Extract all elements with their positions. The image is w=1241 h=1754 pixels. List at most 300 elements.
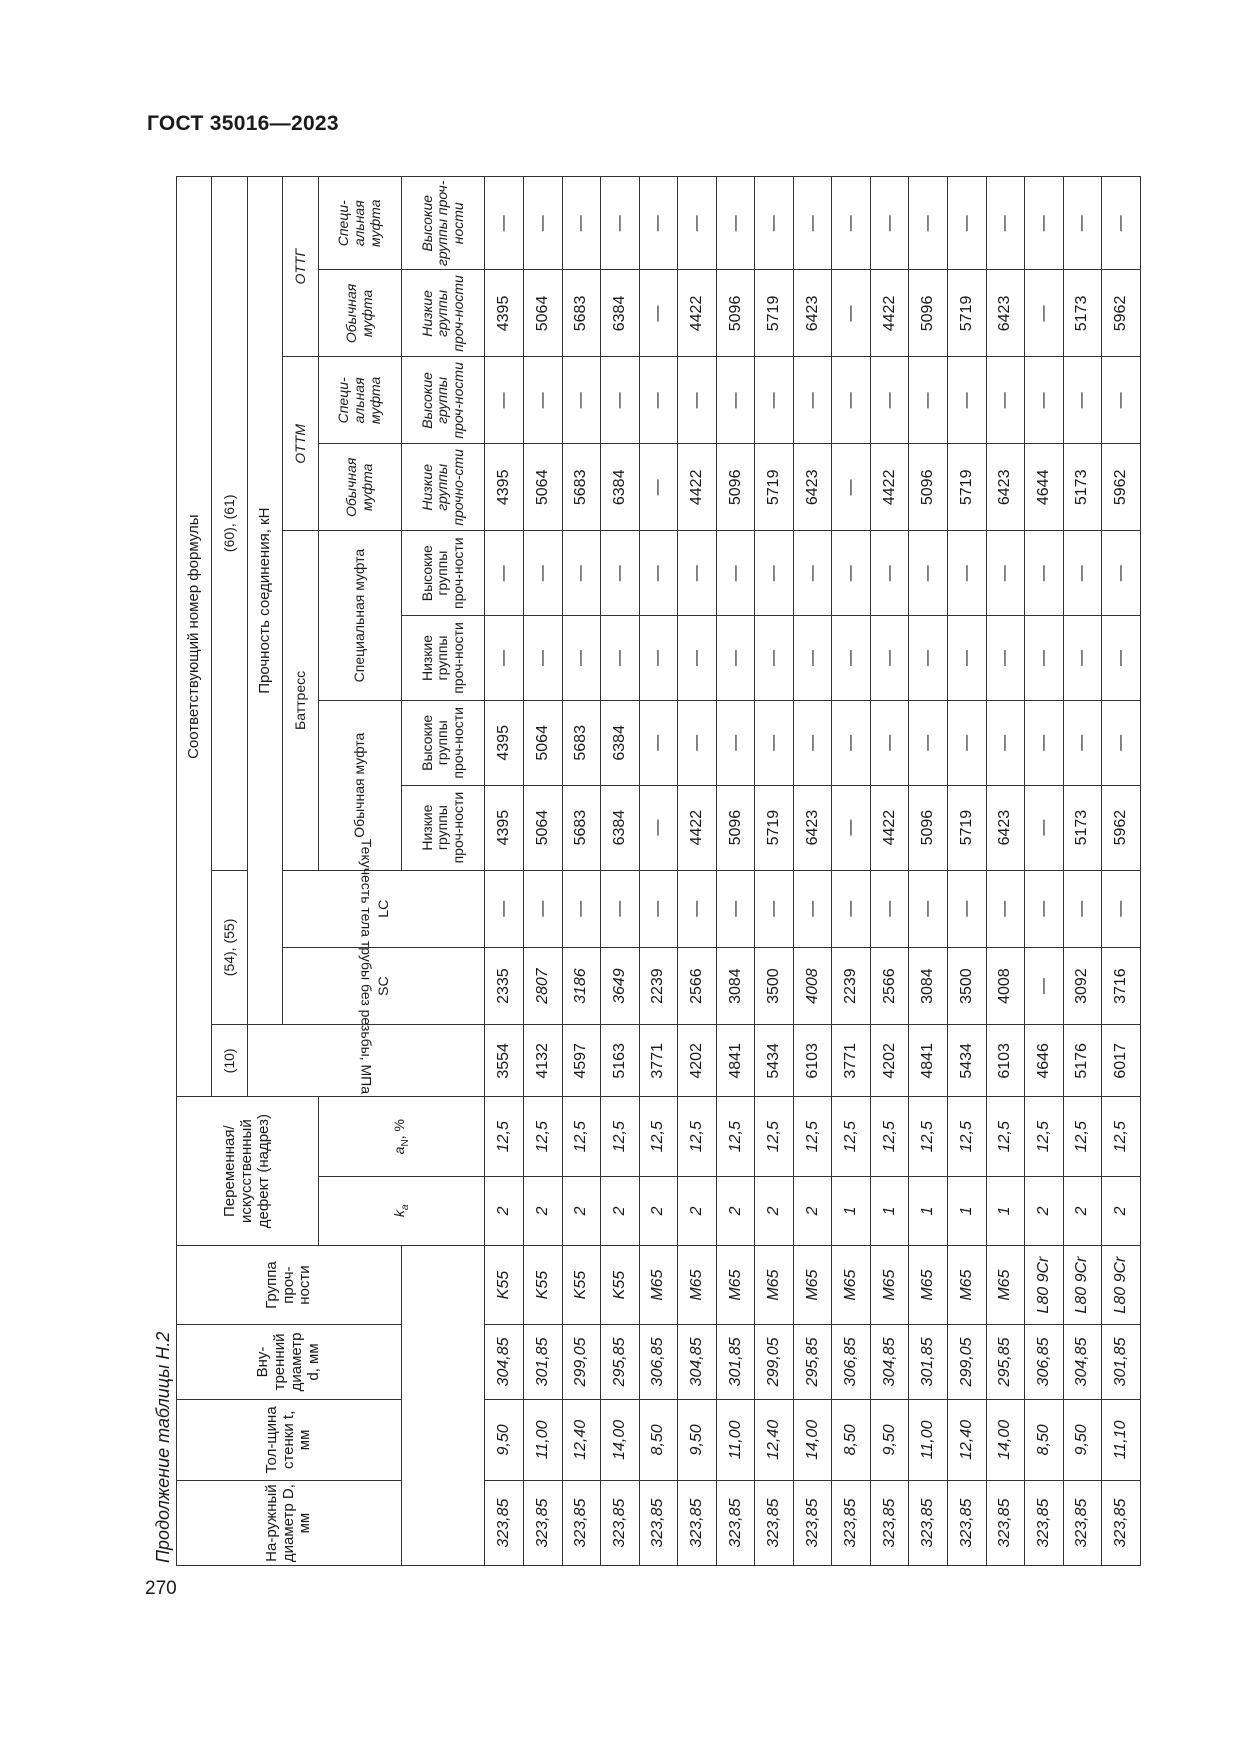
table-cell: 5434 bbox=[947, 1025, 986, 1097]
table-cell: 4422 bbox=[870, 785, 909, 870]
header-formula-10: (10) bbox=[212, 1025, 247, 1097]
table-cell: — bbox=[1063, 177, 1102, 270]
table-cell: 3084 bbox=[909, 947, 948, 1024]
table-cell: 12,5 bbox=[562, 1097, 601, 1177]
table-cell: 12,5 bbox=[601, 1097, 640, 1177]
header-buttress: Баттресс bbox=[283, 531, 318, 870]
table-cell: — bbox=[678, 531, 717, 616]
table-cell: — bbox=[909, 870, 948, 947]
table-cell: 2 bbox=[601, 1176, 640, 1245]
table-cell: — bbox=[986, 616, 1025, 701]
table-cell: M65 bbox=[947, 1245, 986, 1325]
table-cell: 5719 bbox=[947, 270, 986, 357]
table-cell: 4422 bbox=[678, 444, 717, 531]
table-cell: 5163 bbox=[601, 1025, 640, 1097]
table-row bbox=[1102, 177, 1141, 1566]
header-high-groups-2: Высокие группы проч-ности bbox=[402, 531, 485, 616]
table-row bbox=[485, 177, 524, 1566]
table-cell: — bbox=[1102, 616, 1141, 701]
table-cell: — bbox=[639, 357, 678, 444]
table-cell: 4202 bbox=[870, 1025, 909, 1097]
table-cell: 323,85 bbox=[870, 1481, 909, 1566]
table-cell: L80 9Cr bbox=[1102, 1245, 1141, 1325]
table-cell: 304,85 bbox=[678, 1325, 717, 1399]
table-cell: — bbox=[793, 357, 832, 444]
header-special-coupling: Специальная муфта bbox=[318, 531, 401, 701]
table-cell: 9,50 bbox=[1063, 1399, 1102, 1481]
table-cell: — bbox=[986, 700, 1025, 785]
table-row bbox=[793, 177, 832, 1566]
header-ottg-regular: Обычная муфта bbox=[318, 270, 401, 357]
table-cell: 12,5 bbox=[986, 1097, 1025, 1177]
table-cell: 14,00 bbox=[601, 1399, 640, 1481]
header-yield-text: Текучесть тела трубы без резьбы, МПа bbox=[358, 839, 375, 1095]
table-cell: 4841 bbox=[909, 1025, 948, 1097]
table-cell: 3771 bbox=[639, 1025, 678, 1097]
table-cell: K55 bbox=[485, 1245, 524, 1325]
table-cell: — bbox=[832, 700, 871, 785]
header-low-groups-2: Низкие группы проч-ности bbox=[402, 616, 485, 701]
table-cell: — bbox=[870, 357, 909, 444]
table-row bbox=[870, 177, 909, 1566]
table-row bbox=[601, 177, 640, 1566]
table-cell: 12,40 bbox=[562, 1399, 601, 1481]
header-ottm-regular: Обычная муфта bbox=[318, 444, 401, 531]
table-cell: — bbox=[639, 177, 678, 270]
table-cell: 12,5 bbox=[1025, 1097, 1064, 1177]
table-cell: — bbox=[601, 531, 640, 616]
table-row bbox=[523, 177, 562, 1566]
header-regular-coupling: Обычная муфта bbox=[318, 700, 401, 870]
table-row bbox=[562, 177, 601, 1566]
table-cell: 4644 bbox=[1025, 444, 1064, 531]
table-cell: 2807 bbox=[523, 947, 562, 1024]
table-cell: 6017 bbox=[1102, 1025, 1141, 1097]
table-cell: — bbox=[485, 357, 524, 444]
table-caption: Продолжение таблицы Н.2 bbox=[153, 1331, 173, 1563]
table-cell: M65 bbox=[716, 1245, 755, 1325]
table-cell: — bbox=[716, 700, 755, 785]
table-cell: — bbox=[678, 870, 717, 947]
table-cell: 9,50 bbox=[678, 1399, 717, 1481]
table-cell: 11,10 bbox=[1102, 1399, 1141, 1481]
table-row bbox=[986, 177, 1025, 1566]
table-cell: 14,00 bbox=[986, 1399, 1025, 1481]
table-cell: 8,50 bbox=[639, 1399, 678, 1481]
table-cell: 299,05 bbox=[947, 1325, 986, 1399]
table-cell: 6423 bbox=[986, 444, 1025, 531]
table-cell: 4395 bbox=[485, 444, 524, 531]
table-cell: — bbox=[1102, 357, 1141, 444]
table-cell: — bbox=[716, 357, 755, 444]
header-formula: Соответствующий номер формулы bbox=[177, 177, 212, 1097]
header-strength-group: Группа проч-ности bbox=[177, 1245, 402, 1325]
table-cell: 12,5 bbox=[678, 1097, 717, 1177]
table-cell: 6423 bbox=[986, 785, 1025, 870]
table-cell: — bbox=[947, 870, 986, 947]
table-cell: — bbox=[523, 177, 562, 270]
table-cell: 4202 bbox=[678, 1025, 717, 1097]
table-cell: 5173 bbox=[1063, 444, 1102, 531]
table-cell: 5064 bbox=[523, 785, 562, 870]
table-cell: 6384 bbox=[601, 270, 640, 357]
table-cell: 3084 bbox=[716, 947, 755, 1024]
table-cell: 4597 bbox=[562, 1025, 601, 1097]
table-cell: 5096 bbox=[716, 270, 755, 357]
table-cell: — bbox=[639, 700, 678, 785]
table-cell: 306,85 bbox=[1025, 1325, 1064, 1399]
table-cell: 6103 bbox=[793, 1025, 832, 1097]
table-cell: 3500 bbox=[755, 947, 794, 1024]
table-cell: 1 bbox=[832, 1176, 871, 1245]
table-cell: 6103 bbox=[986, 1025, 1025, 1097]
table-cell: 12,5 bbox=[485, 1097, 524, 1177]
table-cell: 5064 bbox=[523, 700, 562, 785]
table-cell: — bbox=[639, 270, 678, 357]
table-cell: — bbox=[870, 531, 909, 616]
table-cell: 4422 bbox=[870, 270, 909, 357]
table-cell: — bbox=[601, 177, 640, 270]
header-outer-diameter: На-ружный диаметр D, мм bbox=[177, 1481, 402, 1566]
table-cell: 5962 bbox=[1102, 785, 1141, 870]
table-cell: — bbox=[716, 616, 755, 701]
table-cell: M65 bbox=[678, 1245, 717, 1325]
table-cell: — bbox=[870, 616, 909, 701]
table-row bbox=[639, 177, 678, 1566]
table-cell: 5719 bbox=[755, 270, 794, 357]
table-cell: — bbox=[947, 357, 986, 444]
table-cell: 11,00 bbox=[523, 1399, 562, 1481]
table-cell: 3186 bbox=[562, 947, 601, 1024]
header-spacer bbox=[402, 1245, 485, 1565]
table-cell: K55 bbox=[562, 1245, 601, 1325]
header-ottg-special: Специ-альная муфта bbox=[318, 177, 401, 270]
header-formula-54-55: (54), (55) bbox=[212, 870, 247, 1025]
table-cell: — bbox=[562, 531, 601, 616]
table-cell: 323,85 bbox=[716, 1481, 755, 1566]
table-cell: 8,50 bbox=[832, 1399, 871, 1481]
table-cell: — bbox=[1025, 785, 1064, 870]
table-cell: — bbox=[832, 785, 871, 870]
table-cell: 4008 bbox=[793, 947, 832, 1024]
table-cell: 12,5 bbox=[1063, 1097, 1102, 1177]
table-cell: — bbox=[986, 177, 1025, 270]
table-cell: 4646 bbox=[1025, 1025, 1064, 1097]
header-low-groups-1: Низкие группы проч-ности bbox=[402, 785, 485, 870]
table-cell: 5096 bbox=[716, 785, 755, 870]
table-cell: — bbox=[986, 531, 1025, 616]
table-cell: — bbox=[755, 531, 794, 616]
table-cell: — bbox=[601, 357, 640, 444]
table-cell: 2 bbox=[755, 1176, 794, 1245]
table-cell: 5096 bbox=[716, 444, 755, 531]
table-cell: 2 bbox=[678, 1176, 717, 1245]
header-wall-thickness: Тол-щина стенки t, мм bbox=[177, 1399, 402, 1481]
table-cell: 1 bbox=[947, 1176, 986, 1245]
table-cell: 2239 bbox=[832, 947, 871, 1024]
table-cell: — bbox=[832, 444, 871, 531]
table-cell: — bbox=[523, 357, 562, 444]
table-cell: — bbox=[793, 531, 832, 616]
table-cell: 5064 bbox=[523, 444, 562, 531]
table-cell: 5173 bbox=[1063, 270, 1102, 357]
table-cell: 306,85 bbox=[832, 1325, 871, 1399]
table-cell: 2239 bbox=[639, 947, 678, 1024]
table-cell: 301,85 bbox=[523, 1325, 562, 1399]
table-cell: — bbox=[947, 177, 986, 270]
table-cell: 4422 bbox=[678, 785, 717, 870]
table-cell: 323,85 bbox=[755, 1481, 794, 1566]
table-row bbox=[755, 177, 794, 1566]
table-cell: — bbox=[832, 177, 871, 270]
table-cell: 4422 bbox=[678, 270, 717, 357]
header-ottm: ОТТМ bbox=[283, 357, 318, 531]
table-cell: 3771 bbox=[832, 1025, 871, 1097]
table-cell: L80 9Cr bbox=[1025, 1245, 1064, 1325]
table-cell: — bbox=[832, 270, 871, 357]
table-cell: — bbox=[755, 616, 794, 701]
header-low-groups-ottm: Низкие группы прочно-сти bbox=[402, 444, 485, 531]
table-cell: 1 bbox=[870, 1176, 909, 1245]
table-cell: 12,40 bbox=[947, 1399, 986, 1481]
table-cell: 9,50 bbox=[485, 1399, 524, 1481]
table-cell: K55 bbox=[601, 1245, 640, 1325]
table-cell: 2 bbox=[562, 1176, 601, 1245]
table-cell: — bbox=[1102, 177, 1141, 270]
table-cell: — bbox=[485, 616, 524, 701]
table-cell: 323,85 bbox=[947, 1481, 986, 1566]
table-cell: K55 bbox=[523, 1245, 562, 1325]
table-cell: 2 bbox=[793, 1176, 832, 1245]
table-cell: M65 bbox=[870, 1245, 909, 1325]
table-cell: 2 bbox=[485, 1176, 524, 1245]
table-row bbox=[832, 177, 871, 1566]
table-cell: — bbox=[909, 357, 948, 444]
table-cell: — bbox=[639, 531, 678, 616]
table-cell: — bbox=[947, 531, 986, 616]
table-cell: 323,85 bbox=[639, 1481, 678, 1566]
table-cell: — bbox=[1025, 531, 1064, 616]
table-cell: — bbox=[562, 870, 601, 947]
table-cell: — bbox=[755, 700, 794, 785]
table-cell: 11,00 bbox=[909, 1399, 948, 1481]
table-cell: 323,85 bbox=[562, 1481, 601, 1566]
table-cell: — bbox=[1025, 947, 1064, 1024]
table-cell: 2 bbox=[639, 1176, 678, 1245]
header-sc-lc-group bbox=[283, 870, 485, 1025]
table-row bbox=[909, 177, 948, 1566]
table-cell: — bbox=[562, 177, 601, 270]
table-cell: — bbox=[485, 870, 524, 947]
header-joint-strength: Прочность соединения, кН bbox=[247, 177, 282, 1025]
table-cell: — bbox=[639, 785, 678, 870]
table-cell: 2566 bbox=[678, 947, 717, 1024]
table-cell: 5683 bbox=[562, 270, 601, 357]
page-number: 270 bbox=[145, 1578, 177, 1599]
table-cell: — bbox=[832, 531, 871, 616]
table-cell: 4422 bbox=[870, 444, 909, 531]
table-cell: — bbox=[1102, 700, 1141, 785]
table-cell: 6423 bbox=[793, 785, 832, 870]
table-cell: 12,5 bbox=[793, 1097, 832, 1177]
table-cell: 295,85 bbox=[986, 1325, 1025, 1399]
header-low-groups-ottg: Низкие группы проч-ности bbox=[402, 270, 485, 357]
table-cell: — bbox=[1025, 177, 1064, 270]
table-cell: — bbox=[947, 700, 986, 785]
table-cell: — bbox=[1063, 870, 1102, 947]
table-cell: 6384 bbox=[601, 444, 640, 531]
header-formula-60-61: (60), (61) bbox=[212, 177, 247, 871]
table-row bbox=[1063, 177, 1102, 1566]
table-cell: — bbox=[1063, 700, 1102, 785]
table-cell: — bbox=[678, 700, 717, 785]
header-an-unit: , % bbox=[391, 1119, 408, 1140]
table-cell: 5683 bbox=[562, 444, 601, 531]
header-inner-diameter: Вну-тренний диаметр d, мм bbox=[177, 1325, 402, 1399]
table-cell: 2335 bbox=[485, 947, 524, 1024]
table-cell: — bbox=[986, 357, 1025, 444]
table-cell: — bbox=[909, 616, 948, 701]
table-cell: 5719 bbox=[755, 444, 794, 531]
table-cell: 3500 bbox=[947, 947, 986, 1024]
table-cell: 295,85 bbox=[793, 1325, 832, 1399]
table-row bbox=[1025, 177, 1064, 1566]
table-cell: 323,85 bbox=[909, 1481, 948, 1566]
table-cell: 3554 bbox=[485, 1025, 524, 1097]
table-cell: 304,85 bbox=[485, 1325, 524, 1399]
table-cell: — bbox=[909, 531, 948, 616]
header-lc: LC bbox=[375, 899, 391, 918]
table-cell: — bbox=[1025, 270, 1064, 357]
table-cell: 5962 bbox=[1102, 270, 1141, 357]
table-cell: 299,05 bbox=[562, 1325, 601, 1399]
table-cell: 5434 bbox=[755, 1025, 794, 1097]
table-cell: — bbox=[1025, 616, 1064, 701]
table-cell: — bbox=[793, 870, 832, 947]
table-cell: M65 bbox=[832, 1245, 871, 1325]
table-cell: — bbox=[562, 357, 601, 444]
table-cell: 323,85 bbox=[601, 1481, 640, 1566]
table-row bbox=[678, 177, 717, 1566]
table-cell: 5683 bbox=[562, 785, 601, 870]
table-cell: — bbox=[601, 616, 640, 701]
header-high-groups-ottg: Высокие группы проч-ности bbox=[402, 177, 485, 270]
table-cell: — bbox=[1063, 357, 1102, 444]
table-cell: 12,5 bbox=[909, 1097, 948, 1177]
table-cell: 5096 bbox=[909, 270, 948, 357]
table-cell: 3092 bbox=[1063, 947, 1102, 1024]
table-cell: — bbox=[832, 870, 871, 947]
table-cell: — bbox=[639, 444, 678, 531]
header-sc: SC bbox=[283, 947, 484, 1024]
table-cell: 12,5 bbox=[1102, 1097, 1141, 1177]
table-cell: 323,85 bbox=[832, 1481, 871, 1566]
table-cell: 5064 bbox=[523, 270, 562, 357]
header-ottg: ОТТГ bbox=[283, 177, 318, 357]
table-cell: M65 bbox=[755, 1245, 794, 1325]
table-cell: 4008 bbox=[986, 947, 1025, 1024]
table-cell: — bbox=[639, 870, 678, 947]
header-an-sub: N bbox=[399, 1139, 411, 1147]
table-cell: — bbox=[523, 870, 562, 947]
table-cell: 301,85 bbox=[716, 1325, 755, 1399]
header-ka-sub: a bbox=[399, 1204, 411, 1211]
header-an bbox=[318, 1097, 485, 1177]
table-cell: — bbox=[639, 616, 678, 701]
table-cell: — bbox=[870, 700, 909, 785]
table-cell: 2 bbox=[1025, 1176, 1064, 1245]
table-cell: 5719 bbox=[947, 785, 986, 870]
table-cell: — bbox=[1063, 531, 1102, 616]
table-cell: 12,5 bbox=[523, 1097, 562, 1177]
table-cell: 5096 bbox=[909, 785, 948, 870]
table-cell: 12,5 bbox=[947, 1097, 986, 1177]
table-cell: 4395 bbox=[485, 785, 524, 870]
table-cell: — bbox=[485, 531, 524, 616]
table-cell: 304,85 bbox=[1063, 1325, 1102, 1399]
table-cell: 304,85 bbox=[870, 1325, 909, 1399]
table-cell: 5962 bbox=[1102, 444, 1141, 531]
table-cell: — bbox=[678, 177, 717, 270]
table-cell: — bbox=[870, 870, 909, 947]
table-cell: 6423 bbox=[793, 270, 832, 357]
table-cell: 4395 bbox=[485, 700, 524, 785]
table-cell: 4841 bbox=[716, 1025, 755, 1097]
table-cell: 6423 bbox=[986, 270, 1025, 357]
table-cell: — bbox=[909, 177, 948, 270]
table-cell: 12,40 bbox=[755, 1399, 794, 1481]
header-high-groups-ottm: Высокие группы проч-ности bbox=[402, 357, 485, 444]
header-ka bbox=[318, 1176, 485, 1245]
table-cell: 1 bbox=[986, 1176, 1025, 1245]
table-cell: 12,5 bbox=[716, 1097, 755, 1177]
table-cell: M65 bbox=[639, 1245, 678, 1325]
table-cell: 3649 bbox=[601, 947, 640, 1024]
table-cell: — bbox=[793, 700, 832, 785]
table-cell: L80 9Cr bbox=[1063, 1245, 1102, 1325]
table-row bbox=[947, 177, 986, 1566]
table-cell: — bbox=[870, 177, 909, 270]
table-cell: 5719 bbox=[755, 785, 794, 870]
table-cell: 12,5 bbox=[755, 1097, 794, 1177]
table-cell: 5176 bbox=[1063, 1025, 1102, 1097]
table-cell: 323,85 bbox=[523, 1481, 562, 1566]
table-cell: — bbox=[947, 616, 986, 701]
table-cell: 5683 bbox=[562, 700, 601, 785]
table-cell: 295,85 bbox=[601, 1325, 640, 1399]
table-cell: — bbox=[755, 177, 794, 270]
table-cell: 14,00 bbox=[793, 1399, 832, 1481]
table-cell: — bbox=[523, 616, 562, 701]
table-cell: 5096 bbox=[909, 444, 948, 531]
table-cell: 2 bbox=[716, 1176, 755, 1245]
table-cell: — bbox=[1025, 700, 1064, 785]
table-cell: — bbox=[716, 870, 755, 947]
table-cell: 12,5 bbox=[832, 1097, 871, 1177]
table-cell: — bbox=[755, 870, 794, 947]
table-cell: 9,50 bbox=[870, 1399, 909, 1481]
table-cell: 323,85 bbox=[1102, 1481, 1141, 1566]
table-cell: — bbox=[1025, 357, 1064, 444]
table-cell: — bbox=[678, 616, 717, 701]
table-cell: 6423 bbox=[793, 444, 832, 531]
table-cell: — bbox=[716, 177, 755, 270]
table-cell: — bbox=[832, 357, 871, 444]
table-cell: 4132 bbox=[523, 1025, 562, 1097]
header-defect: Переменная/ искусственный дефект (надрез) bbox=[177, 1097, 319, 1245]
table-cell: — bbox=[1063, 616, 1102, 701]
data-table bbox=[176, 176, 1141, 1566]
